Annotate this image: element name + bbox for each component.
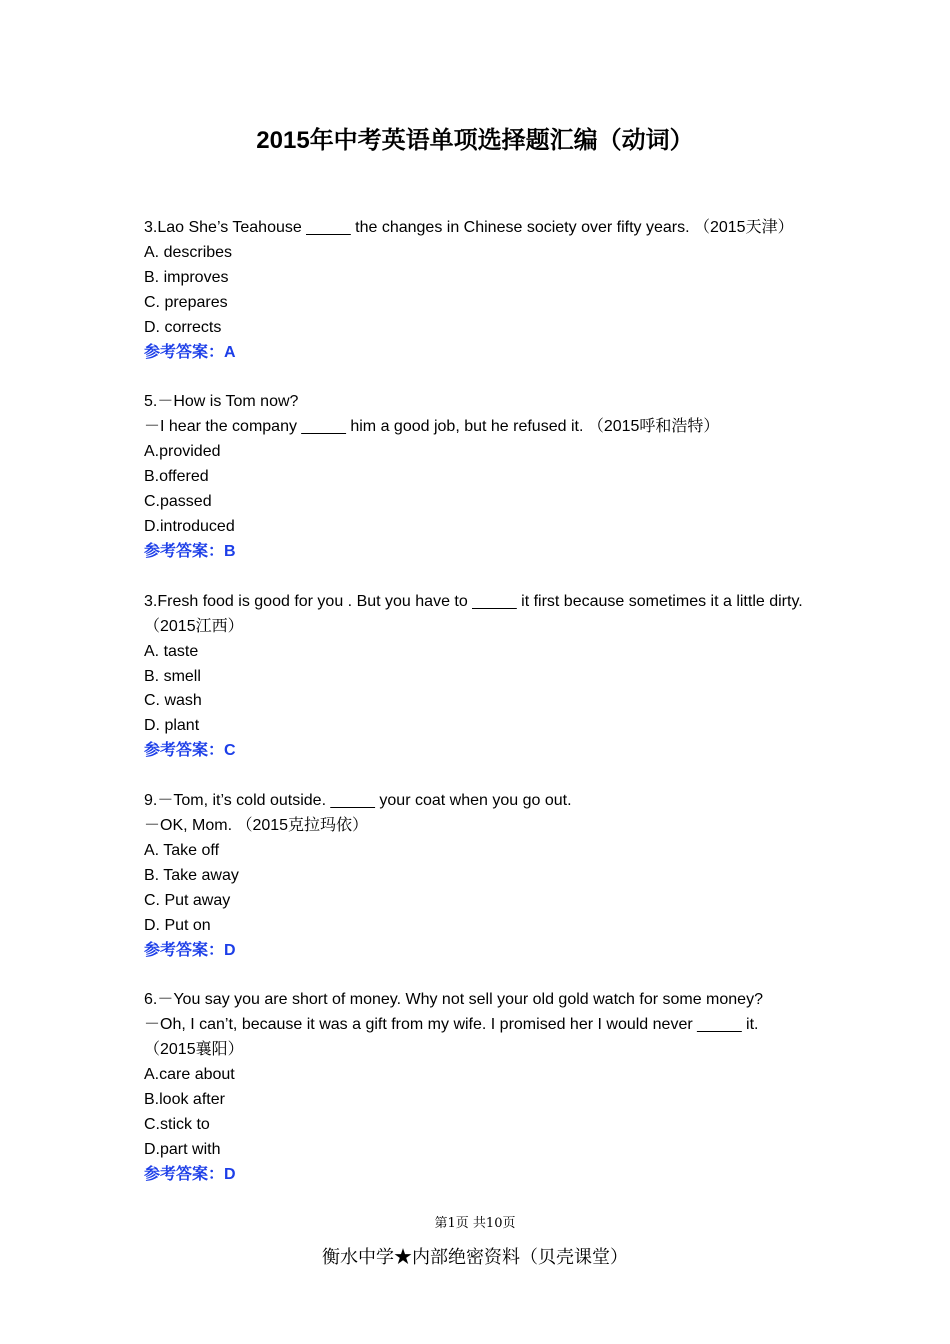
- footer-source: 衡水中学★内部绝密资料（贝壳课堂）: [322, 1247, 628, 1268]
- answer-value: D: [224, 941, 236, 959]
- question-stem: 5.－How is Tom now?: [144, 393, 299, 411]
- question-5: [144, 988, 809, 1187]
- question-stem: －OK, Mom. （2015克拉玛依）: [144, 817, 369, 835]
- option-a: A. describes: [144, 243, 233, 261]
- answer-value: B: [224, 542, 236, 560]
- option-a: A. Take off: [144, 841, 220, 859]
- question-stem: 3.Fresh food is good for you . But you have to _____ it first because sometimes it a little dirty. （2015江西）: [144, 592, 803, 635]
- option-d: D. Put on: [144, 916, 211, 934]
- option-c: C.stick to: [144, 1116, 210, 1133]
- option-c: C. prepares: [144, 293, 228, 311]
- answer-value: A: [224, 343, 236, 361]
- question-stem: 6.－You say you are short of money. Why not sell your old gold watch for some money?: [144, 991, 763, 1009]
- question-stem: 3.Lao She’s Teahouse _____ the changes in Chinese society over fifty years. （2015天津）: [144, 219, 794, 236]
- option-a: A.care about: [144, 1066, 235, 1084]
- question-stem: －Oh, I can’t, because it was a gift from my wife. I promised her I would never _____ it. （2015襄阳）: [144, 1016, 759, 1059]
- option-c: C. Put away: [144, 891, 231, 909]
- answer-line: [144, 540, 809, 565]
- page-number: 第1页 共10页: [434, 1216, 516, 1231]
- answer-label: 参考答案：: [144, 542, 225, 560]
- question-list: [144, 216, 809, 1213]
- question-2: [144, 390, 809, 564]
- option-b: B. Take away: [144, 866, 239, 884]
- answer-line: [144, 341, 809, 366]
- option-d: D. corrects: [144, 318, 222, 336]
- option-d: D.introduced: [144, 517, 235, 535]
- question-4: [144, 789, 809, 963]
- answer-label: 参考答案：: [144, 343, 225, 361]
- option-b: B. improves: [144, 268, 229, 286]
- answer-label: 参考答案：: [144, 742, 225, 760]
- question-1: [144, 216, 809, 365]
- question-stem: 9.－Tom, it’s cold outside. _____ your coat when you go out.: [144, 792, 572, 810]
- answer-label: 参考答案：: [144, 1165, 225, 1183]
- option-d: D. plant: [144, 717, 200, 735]
- answer-label: 参考答案：: [144, 941, 225, 959]
- answer-line: [144, 939, 809, 964]
- option-c: C. wash: [144, 692, 202, 710]
- page-title: 2015年中考英语单项选择题汇编（动词）: [256, 127, 694, 154]
- answer-line: [144, 1163, 809, 1188]
- option-d: D.part with: [144, 1140, 221, 1158]
- option-b: B.offered: [144, 468, 209, 486]
- answer-value: C: [224, 742, 236, 760]
- question-3: [144, 590, 809, 764]
- option-a: A. taste: [144, 642, 199, 660]
- option-a: A.provided: [144, 443, 221, 461]
- option-b: B. smell: [144, 667, 201, 685]
- answer-value: D: [224, 1165, 236, 1183]
- option-b: B.look after: [144, 1091, 225, 1109]
- question-stem: －I hear the company _____ him a good job, but he refused it. （2015呼和浩特）: [144, 418, 720, 436]
- option-c: C.passed: [144, 493, 212, 511]
- answer-line: [144, 739, 809, 764]
